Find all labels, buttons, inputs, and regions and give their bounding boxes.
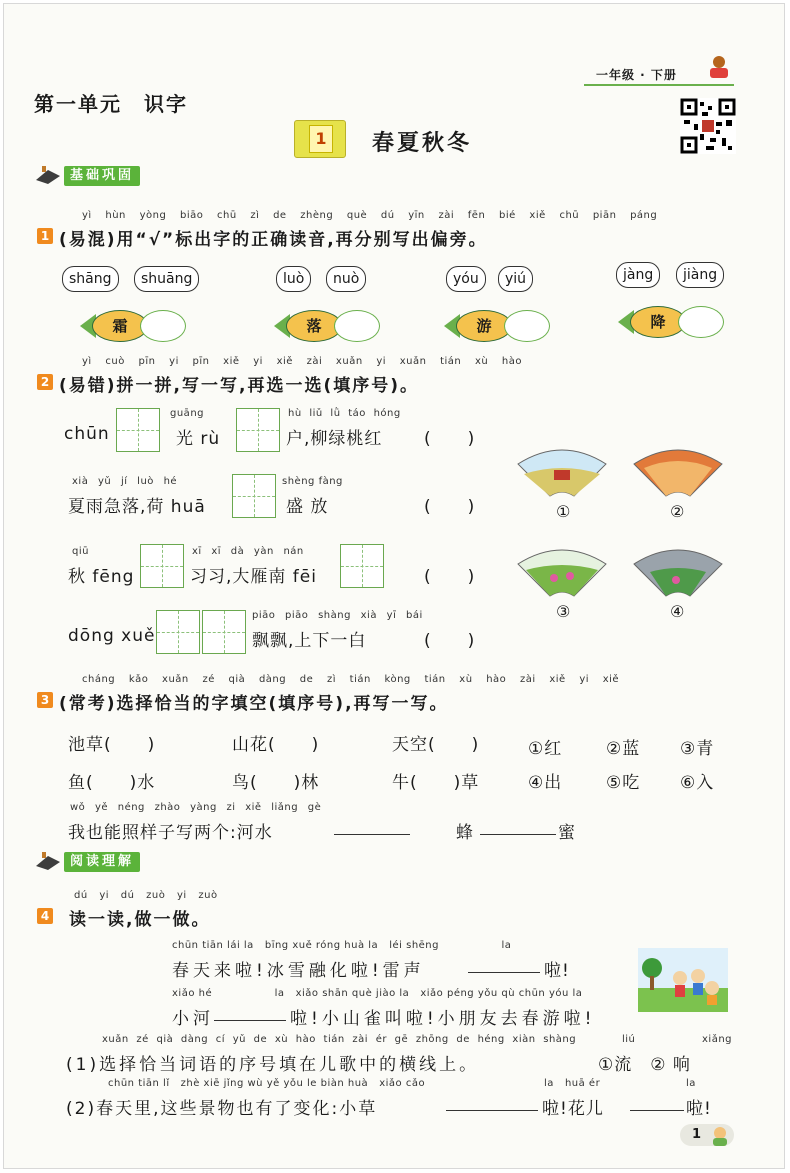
q2-row1-writing-box-1[interactable]: [116, 408, 160, 452]
q3-example-feng: 蜂: [456, 823, 474, 843]
q4-prompt: 读一读,做一做。: [69, 910, 211, 930]
q3-blank-chicao[interactable]: 池草( ): [68, 735, 156, 755]
worksheet-page: [3, 3, 785, 1169]
q3-number: 3: [37, 692, 53, 708]
fish-char-luo: 落: [286, 310, 342, 342]
q3-blank-tiankong[interactable]: 天空( ): [392, 735, 480, 755]
q1-option-nuo[interactable]: nuò: [326, 266, 366, 292]
q2-row4-answer[interactable]: ( ): [424, 631, 476, 651]
fan-picture-rain: [630, 544, 726, 600]
q4-poem1-pinyin: chūn tiān lái la bīng xuě róng huà la léi shēng la: [172, 940, 512, 951]
q2-row2-answer[interactable]: ( ): [424, 497, 476, 517]
children-picture: [638, 948, 728, 1012]
q2-row4-pinyin-dongxue: dōng xuě: [68, 626, 156, 646]
q4-sub1-option-pinyin-liu: liú: [622, 1034, 636, 1045]
q2-row3-answer[interactable]: ( ): [424, 567, 476, 587]
q1-number: 1: [37, 228, 53, 244]
q4-sub2-blank-1[interactable]: [446, 1110, 538, 1111]
q4-poem1: 春天来啦!冰雪融化啦!雷声: [172, 961, 425, 981]
grade-label: 一年级 · 下册: [596, 68, 677, 82]
q3-blank-shanhua[interactable]: 山花( ): [232, 735, 320, 755]
fan-picture-spring: [514, 444, 610, 500]
lesson-title: 春夏秋冬: [372, 131, 473, 156]
q3-blank-niucao[interactable]: 牛( )草: [392, 773, 480, 793]
q1-radical-blank-2[interactable]: [334, 310, 380, 342]
hat-icon: [34, 164, 62, 190]
q1-radical-blank-4[interactable]: [678, 306, 724, 338]
fan-label-3: ③: [556, 602, 571, 621]
lesson-number-badge: [294, 120, 346, 158]
q2-row4-pinyin-piao: piāo piāo shàng xià yī bái: [252, 610, 423, 621]
section-basic: 基础巩固: [64, 166, 140, 186]
q4-poem2-blank[interactable]: [214, 1020, 286, 1021]
q2-row4-writing-box-2[interactable]: [202, 610, 246, 654]
q2-row2-pinyin-sheng: shèng fàng: [282, 476, 343, 487]
q2-row3-text-xi: 习习,大雁南 fēi: [190, 567, 317, 587]
q2-row2-text-sheng: 盛 放: [286, 497, 329, 517]
q2-prompt: (易错)拼一拼,写一写,再选一选(填序号)。: [59, 376, 419, 396]
q1-radical-blank-3[interactable]: [504, 310, 550, 342]
q4-sub1: (1)选择恰当词语的序号填在儿歌中的横线上。: [66, 1055, 480, 1075]
q4-poem2-start: 小河: [172, 1009, 214, 1029]
q3-example-text: 我也能照样子写两个:河水: [68, 823, 273, 843]
q3-example-pinyin: wǒ yě néng zhào yàng zi xiě liǎng gè: [70, 802, 322, 813]
q2-row1-writing-box-2[interactable]: [236, 408, 280, 452]
q3-option-chu: ④出: [528, 773, 563, 793]
q4-number: 4: [37, 908, 53, 924]
fan-label-4: ④: [670, 602, 685, 621]
fish-char-jiang: 降: [630, 306, 686, 338]
q1-option-yiu[interactable]: yiú: [498, 266, 533, 292]
q4-sub2-pinyin: chūn tiān lǐ zhè xiē jǐng wù yě yǒu le biàn huà xiǎo cǎo: [108, 1078, 426, 1089]
q4-sub2-blank-2[interactable]: [630, 1110, 684, 1111]
q1-option-jiang[interactable]: jiàng: [676, 262, 724, 288]
q2-row2-pinyin: xià yǔ jí luò hé: [72, 476, 178, 487]
fan-label-1: ①: [556, 502, 571, 521]
header-mascot-icon: [706, 54, 732, 80]
q1-option-you[interactable]: yóu: [446, 266, 486, 292]
q3-example-mi: 蜜: [558, 823, 576, 843]
section-reading: 阅读理解: [64, 852, 140, 872]
q3-example-blank-2[interactable]: [480, 834, 556, 835]
q4-sub2-mid: 啦!花儿: [542, 1099, 604, 1119]
page-number-tab: [680, 1124, 734, 1146]
header-rule: [584, 84, 734, 86]
unit-title: 第一单元 识字: [34, 92, 188, 116]
q2-row2-writing-box[interactable]: [232, 474, 276, 518]
q4-poem1-end: 啦!: [544, 961, 570, 981]
q2-row4-text: 飘飘,上下一白: [252, 631, 367, 651]
q2-row3-text: 秋 fēng: [68, 567, 135, 587]
fish-char-shuang: 霜: [92, 310, 148, 342]
q2-row1-pinyin-chun: chūn: [64, 424, 110, 444]
q1-option-luo[interactable]: luò: [276, 266, 311, 292]
fan-label-2: ②: [670, 502, 685, 521]
q3-pinyin: cháng kǎo xuǎn zé qià dàng de zì tián kòng tián xù hào zài xiě yi xiě: [82, 674, 620, 685]
q3-option-ru: ⑥入: [680, 773, 715, 793]
q1-pinyin: yì hùn yòng biāo chū zì de zhèng què dú yīn zài fēn bié xiě chū piān páng: [82, 210, 658, 221]
hat-icon: [34, 850, 62, 876]
q2-row1-text-hu: 户,柳绿桃红: [286, 429, 383, 449]
q4-sub1-pinyin: xuǎn zé qià dàng cí yǔ de xù hào tián zài ér gē zhōng de héng xiàn shàng: [102, 1034, 577, 1045]
q3-blank-yushui[interactable]: 鱼( )水: [68, 773, 156, 793]
q4-sub2-end-pinyin: la: [686, 1078, 696, 1089]
qr-code-icon[interactable]: [680, 98, 736, 154]
q2-pinyin: yì cuò pīn yi pīn xiě yi xiě zài xuǎn yi xuǎn tián xù hào: [82, 356, 522, 367]
q2-row1-pinyin-hu: hù liǔ lǜ táo hóng: [288, 408, 401, 419]
q3-example-blank-1[interactable]: [334, 834, 410, 835]
q2-row1-text-guang: 光 rù: [176, 429, 221, 449]
q3-blank-niaolin[interactable]: 鸟( )林: [232, 773, 320, 793]
q2-row1-pinyin-guang: guāng: [170, 408, 204, 419]
page-number: 1: [692, 1127, 702, 1142]
q4-pinyin: dú yi dú zuò yi zuò: [74, 890, 218, 901]
q3-option-chi: ⑤吃: [606, 773, 641, 793]
q3-prompt: (常考)选择恰当的字填空(填序号),再写一写。: [59, 694, 449, 714]
q2-row1-answer[interactable]: ( ): [424, 429, 476, 449]
fish-char-you: 游: [456, 310, 512, 342]
q1-radical-blank-1[interactable]: [140, 310, 186, 342]
q4-poem2-rest: 啦!小山雀叫啦!小朋友去春游啦!: [290, 1009, 596, 1029]
lesson-number: 1: [309, 125, 333, 153]
q2-row4-writing-box-1[interactable]: [156, 610, 200, 654]
page-mascot-icon: [708, 1124, 732, 1146]
q4-sub2: (2)春天里,这些景物也有了变化:小草: [66, 1099, 378, 1119]
q1-option-jang[interactable]: jàng: [616, 262, 660, 288]
q4-poem1-blank[interactable]: [468, 972, 540, 973]
q4-poem2-pinyin: xiǎo hé la xiǎo shān què jiào la xiǎo péng yǒu qù chūn yóu la: [172, 988, 583, 999]
q2-row3-writing-box-2[interactable]: [340, 544, 384, 588]
q1-prompt: (易混)用“√”标出字的正确读音,再分别写出偏旁。: [59, 230, 488, 250]
q2-number: 2: [37, 374, 53, 390]
q3-option-qing: ③青: [680, 739, 715, 759]
q3-option-hong: ①红: [528, 739, 563, 759]
q2-row3-pinyin-xi: xī xī dà yàn nán: [192, 546, 304, 557]
q4-sub1-option-pinyin-xiang: xiǎng: [702, 1034, 733, 1045]
q2-row3-pinyin-qiu: qiū: [72, 546, 89, 557]
fan-picture-summer: [630, 444, 726, 500]
q2-row2-text: 夏雨急落,荷 huā: [68, 497, 206, 517]
q4-sub1-options: ①流 ② 响: [598, 1055, 691, 1075]
fan-picture-willow: [514, 544, 610, 600]
q4-sub2-end: 啦!: [686, 1099, 712, 1119]
q4-sub2-mid-pinyin: la huā ér: [544, 1078, 601, 1089]
q1-option-shuang[interactable]: shuāng: [134, 266, 199, 292]
q1-option-shang[interactable]: shāng: [62, 266, 119, 292]
q2-row3-writing-box-1[interactable]: [140, 544, 184, 588]
q3-option-lan: ②蓝: [606, 739, 641, 759]
